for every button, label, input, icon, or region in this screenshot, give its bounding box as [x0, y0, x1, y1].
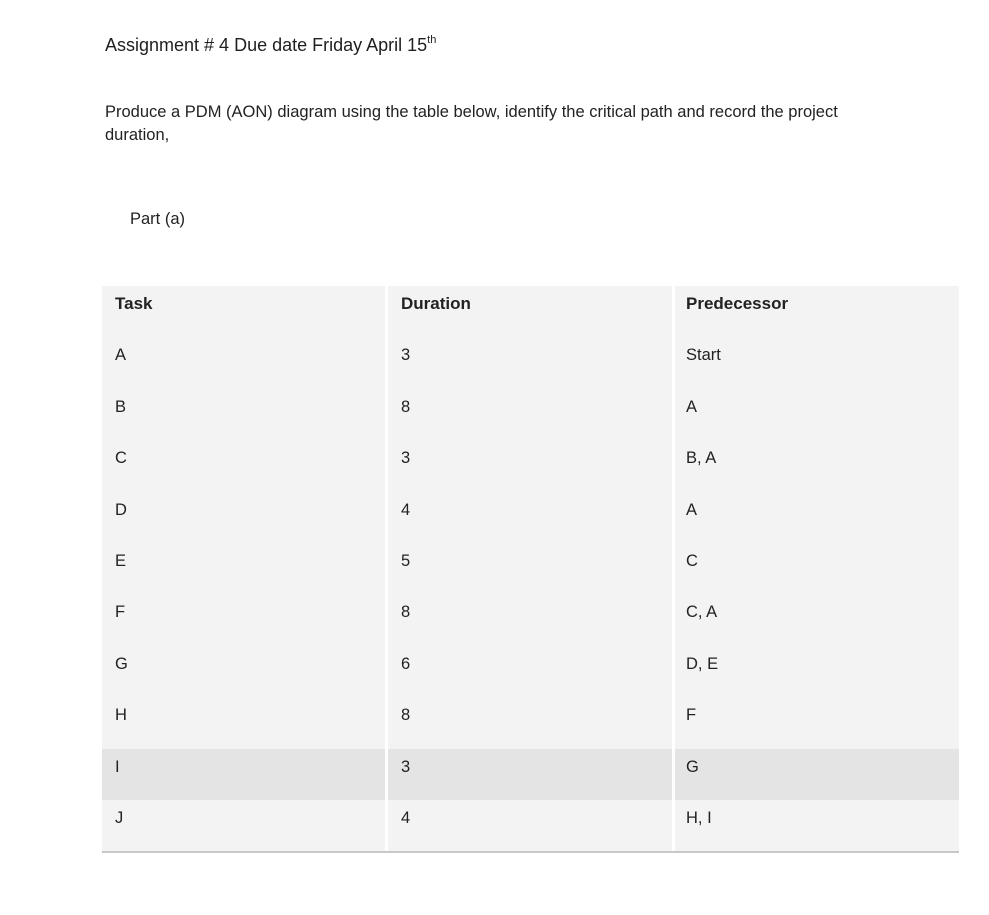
header-duration: Duration	[388, 286, 672, 337]
table-row	[102, 800, 959, 851]
predecessor-cell: Start	[675, 337, 959, 388]
table-row	[102, 492, 959, 543]
table-header-row	[102, 286, 959, 337]
header-predecessor: Predecessor	[675, 286, 959, 337]
predecessor-cell: B, A	[675, 440, 959, 491]
task-table	[102, 286, 959, 853]
task-cell: C	[102, 440, 385, 491]
duration-cell: 4	[388, 800, 672, 851]
instructions-paragraph: Produce a PDM (AON) diagram using the table below, identify the critical path and record the project duration,	[105, 103, 838, 144]
task-cell: F	[102, 594, 385, 645]
duration-cell: 3	[388, 749, 672, 800]
task-cell: E	[102, 543, 385, 594]
task-cell: G	[102, 646, 385, 697]
task-cell: H	[102, 697, 385, 748]
assignment-title-text: Assignment # 4 Due date Friday April 15	[105, 35, 428, 55]
assignment-title-superscript: th	[427, 34, 437, 46]
duration-cell: 8	[388, 697, 672, 748]
table-row	[102, 594, 959, 645]
duration-cell: 5	[388, 543, 672, 594]
predecessor-cell: D, E	[675, 646, 959, 697]
table-row	[102, 389, 959, 440]
predecessor-cell: A	[675, 492, 959, 543]
header-task: Task	[102, 286, 385, 337]
table-row	[102, 646, 959, 697]
predecessor-cell: H, I	[675, 800, 959, 851]
table-row	[102, 440, 959, 491]
table-row	[102, 697, 959, 748]
table-row	[102, 337, 959, 388]
duration-cell: 8	[388, 594, 672, 645]
predecessor-cell: F	[675, 697, 959, 748]
table-row	[102, 543, 959, 594]
task-cell: D	[102, 492, 385, 543]
duration-cell: 4	[388, 492, 672, 543]
duration-cell: 6	[388, 646, 672, 697]
task-cell: B	[102, 389, 385, 440]
task-cell: J	[102, 800, 385, 851]
predecessor-cell: A	[675, 389, 959, 440]
task-cell: A	[102, 337, 385, 388]
predecessor-cell: G	[675, 749, 959, 800]
duration-cell: 3	[388, 337, 672, 388]
duration-cell: 3	[388, 440, 672, 491]
predecessor-cell: C, A	[675, 594, 959, 645]
predecessor-cell: C	[675, 543, 959, 594]
task-cell: I	[102, 749, 385, 800]
part-label: Part (a)	[130, 210, 186, 228]
table-row-highlighted	[102, 749, 959, 800]
assignment-title	[105, 34, 436, 56]
duration-cell: 8	[388, 389, 672, 440]
